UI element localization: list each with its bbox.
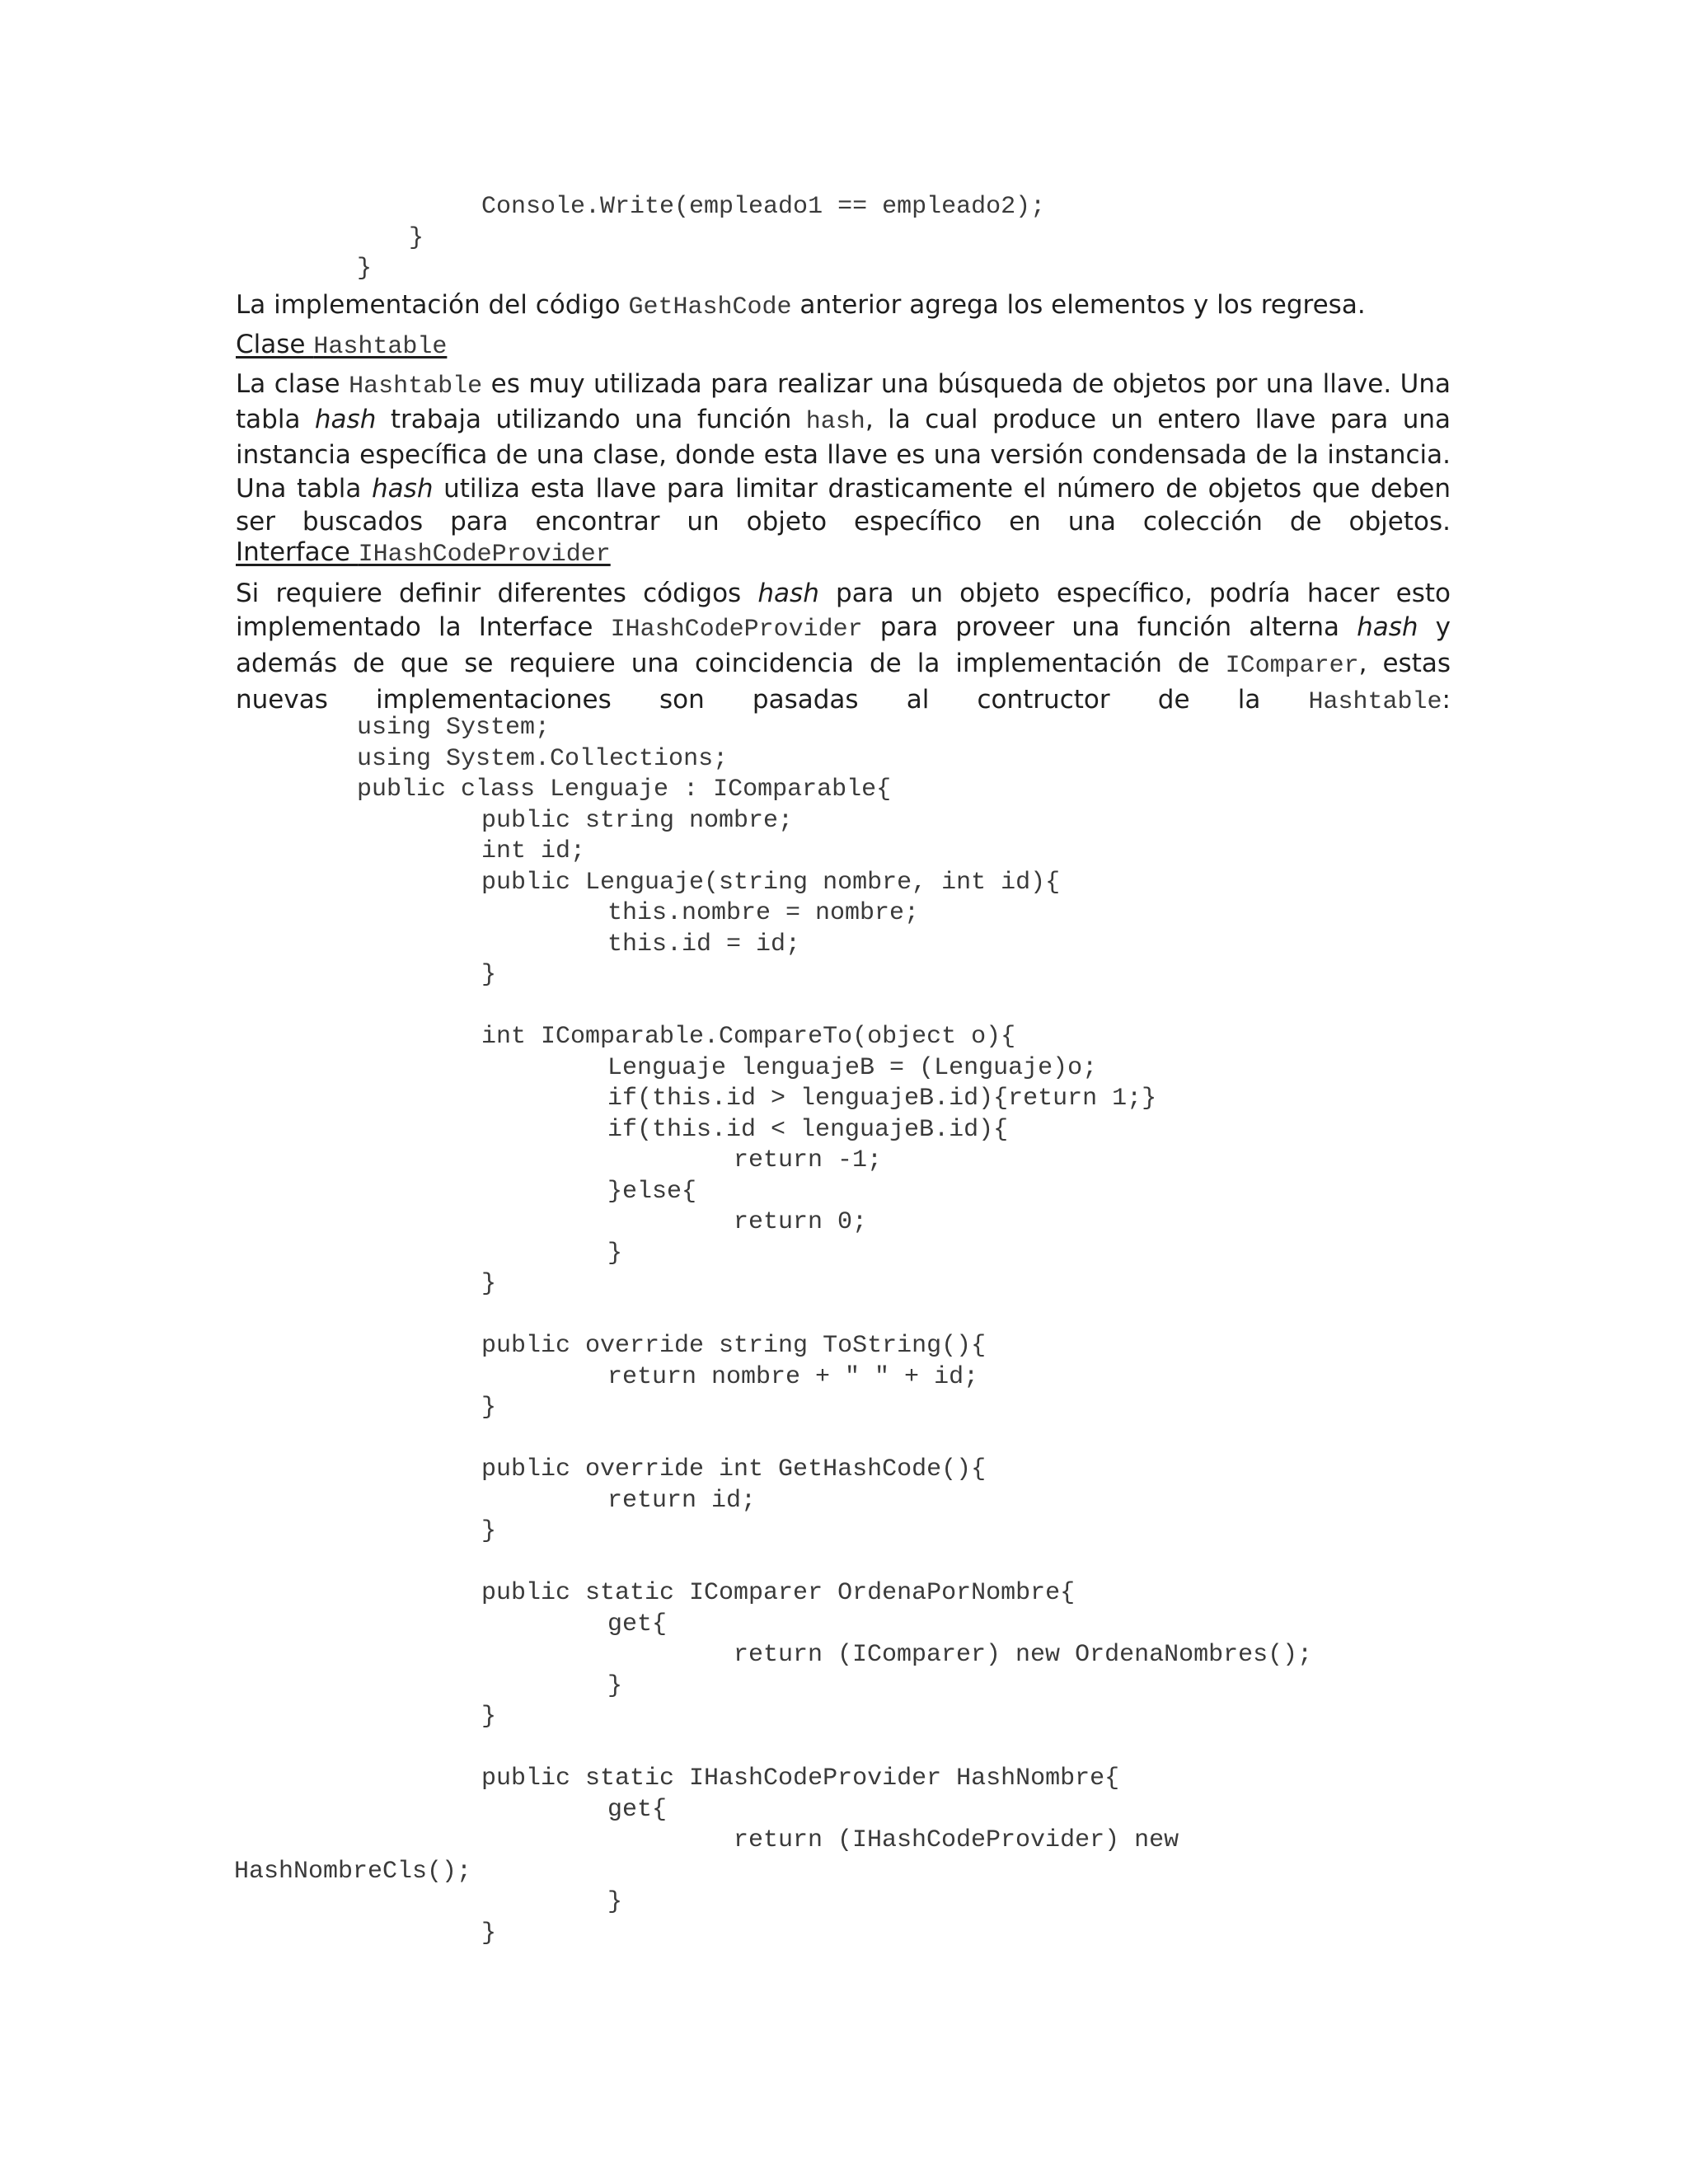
inline-code: IHashCodeProvider [610,616,863,644]
code-line: public override string ToString(){ [481,1332,987,1360]
text-run: La implementación del código [236,290,629,320]
text-run: es muy utilizada para realizar una búsqueda de objetos por una llave. Una tabla [236,369,1451,434]
code-line: return id; [607,1487,757,1515]
inline-code: Hashtable [1308,688,1442,716]
code-line: public static IHashCodeProvider HashNombre{ [481,1765,1120,1793]
text-run: para proveer una función alterna [862,612,1357,642]
code-line: if(this.id < lenguajeB.id){ [607,1116,1009,1144]
code-line: HashNombreCls(); [234,1858,472,1886]
code-line: Lenguaje lenguajeB = (Lenguaje)o; [607,1054,1098,1082]
code-line: } [607,1672,623,1700]
italic-term: hash [314,405,377,434]
code-line: return nombre + " " + id; [607,1363,979,1391]
code-line: using System.Collections; [357,745,729,773]
inline-code: GetHashCode [628,293,792,321]
code-line: return (IComparer) new OrdenaNombres(); [734,1641,1313,1669]
code-line: public override int GetHashCode(){ [481,1455,987,1483]
code-line: } [481,1517,497,1545]
code-line: this.id = id; [607,930,801,958]
code-line: using System; [357,714,551,742]
italic-term: hash [372,474,434,504]
text-run: : [1442,685,1451,715]
text-run: Si requiere definir diferentes códigos [236,579,758,608]
text-run: y además de que se requiere una coincidencia de la implementación de [236,612,1451,678]
italic-term: hash [757,579,819,608]
text-run: La clase [236,369,349,399]
code-line: public static IComparer OrdenaPorNombre{ [481,1579,1076,1607]
inline-code: Hashtable [349,373,483,401]
text-run: anterior agrega los elementos y los regresa. [791,290,1366,320]
code-line: } [481,961,497,989]
inline-code: hash [805,408,865,436]
heading-text: Interface [236,537,359,567]
code-line: public class Lenguaje : IComparable{ [357,776,892,804]
code-line: return -1; [734,1146,883,1174]
code-line: int IComparable.CompareTo(object o){ [481,1023,1016,1051]
text-run: , la cual produce un entero llave para una instancia específica de una clase, donde esta llave es una versión condensada de la instancia. [236,405,1451,470]
paragraph-gethashcode [236,288,1451,324]
paragraph-hashtable-description [236,368,1451,471]
italic-term: hash [1357,612,1418,642]
code-line: Console.Write(empleado1 == empleado2); [481,193,1046,221]
code-line: } [357,255,373,283]
text-run: utiliza esta llave para limitar drasticamente el número de objetos que deben ser buscados para encontrar un objeto específico en una colección de objetos. [236,474,1451,537]
code-line: } [607,1888,623,1916]
code-line: int id; [481,837,586,865]
inline-code: IComparer [1225,652,1359,680]
text-run: Una tabla [236,474,373,504]
inline-code: IHashCodeProvider [358,541,611,569]
text-run: para un objeto específico, podría hacer esto implementado la Interface [236,579,1451,642]
heading-clase-hashtable [236,328,447,363]
code-line: } [607,1240,623,1268]
inline-code: Hashtable [313,333,448,361]
code-line: if(this.id > lenguajeB.id){return 1;} [607,1085,1157,1113]
code-line: get{ [607,1796,668,1824]
code-line: public Lenguaje(string nombre, int id){ [481,869,1061,897]
text-run: trabaja utilizando una función [376,405,806,434]
code-line: }else{ [607,1178,697,1206]
code-line: } [481,1703,497,1731]
code-line: return (IHashCodeProvider) new [734,1826,1179,1854]
heading-interface-ihashcodeprovider [236,536,611,571]
code-line: } [409,224,424,252]
code-line: } [481,1270,497,1298]
text-run: , estas nuevas implementaciones son pasadas al contructor de la [236,649,1451,715]
code-line: } [481,1394,497,1422]
heading-text: Clase [236,330,314,359]
paragraph-interface-description [236,577,1451,719]
paragraph-hashtable-llave [236,472,1451,538]
code-line: return 0; [734,1208,868,1236]
code-line: } [481,1919,497,1947]
code-line: public string nombre; [481,807,794,835]
code-line: this.nombre = nombre; [607,899,920,927]
code-line: get{ [607,1610,668,1638]
